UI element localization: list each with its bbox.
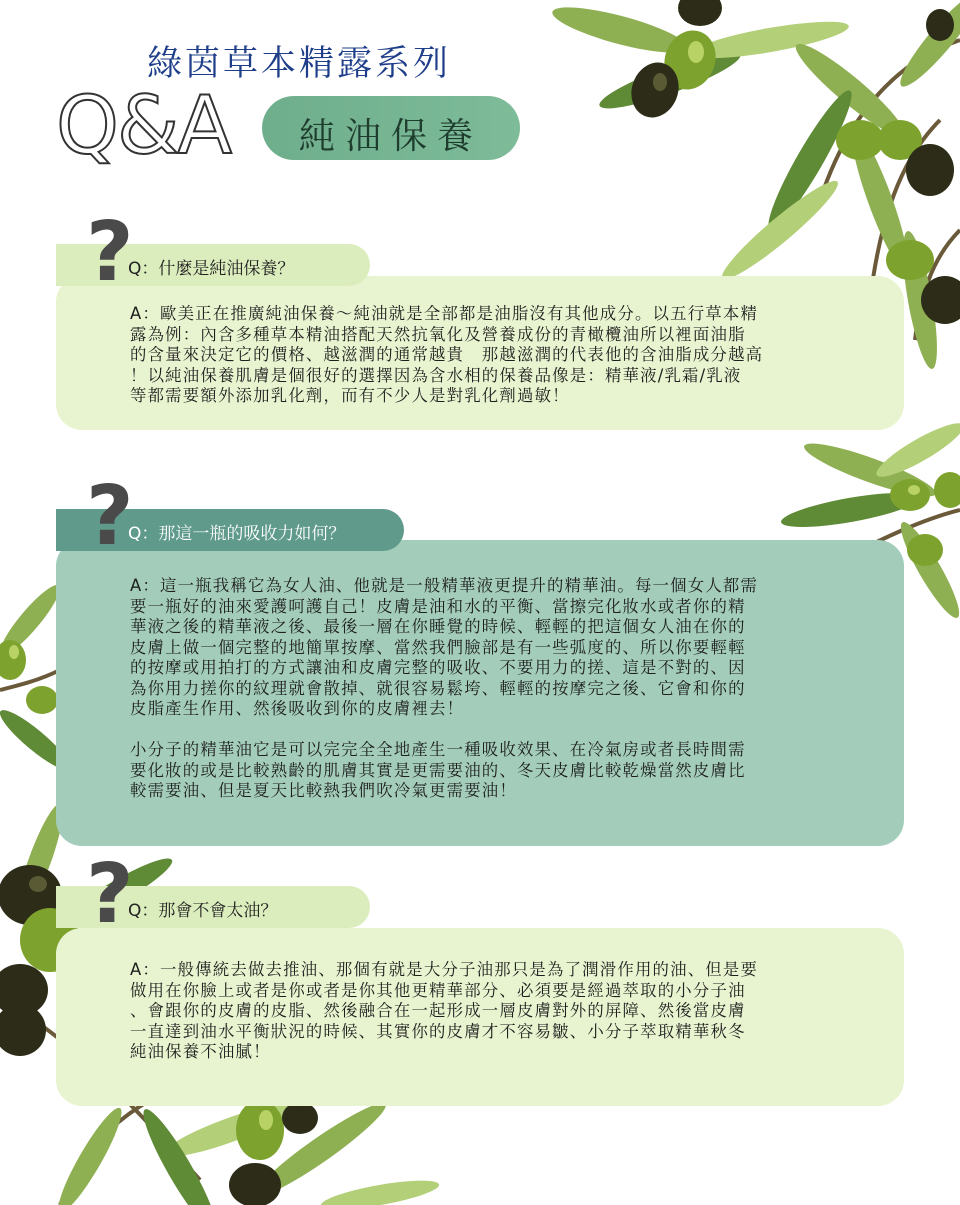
answer-box [56, 276, 904, 430]
answer-text: A：這一瓶我稱它為女人油、他就是一般精華液更提升的精華油。每一個女人都需 要一瓶好的油來愛護呵護自己！皮膚是油和水的平衡、當擦完化妝水或者你的精 華液之後的精華液之後、最後一層在你睡覺的時候、輕輕的把這個女人油在你的 皮膚上做一個完整的地簡單按摩、當然我們臉部是有一些弧度的、所以你要輕輕 的按摩或用拍打的方式讓油和皮膚完整的吸收、不要用力的搓、這是不對的、因 為你用力搓你的紋理就會散掉、就很容易鬆垮、輕輕的按摩完之後、它會和你的 皮脂產生作用、然後吸收到你的皮膚裡去！ 小分子的精華油它是可以完完全全地產生一種吸收效果、在冷氣房或者長時間需 要化妝的或是比較熟齡的肌膚其實是更需要油的、冬天皮膚比較乾燥當然皮膚比 較需要油、但是夏天比較熱我們吹冷氣更需要油！ [130, 576, 759, 800]
question-text: Q：那會不會太油？ [128, 901, 278, 921]
section-pill [262, 96, 520, 160]
answer-text: A：歐美正在推廣純油保養～純油就是全部都是油脂沒有其他成分。以五行草本精 露為例：內含多種草本精油搭配天然抗氧化及營養成份的青橄欖油所以裡面油脂 的含量來決定它的價格、越滋潤的通常越貴 那越滋潤的代表他的含油脂成分越高 ！以純油保養肌膚是個很好的選擇因為含水相的保養品像是：精華液/乳霜/乳液 等都需要額外添加乳化劑，而有不少人是對乳化劑過敏！ [130, 304, 764, 405]
question-text: Q：那這一瓶的吸收力如何？ [128, 524, 346, 544]
question-text: Q：什麼是純油保養？ [128, 259, 295, 279]
question-mark-icon: ? [86, 205, 134, 300]
question-mark-icon: ? [86, 469, 134, 564]
answer-box [56, 540, 904, 846]
answer-text: A：一般傳統去做去推油、那個有就是大分子油那只是為了潤滑作用的油、但是要 做用在你臉上或者是你或者是你其他更精華部分、必須要是經過萃取的小分子油 、會跟你的皮膚的皮脂、然後融合在一起形成一層皮膚對外的屏障、然後當皮膚 一直達到油水平衡狀況的時候、其實你的皮膚才不容易皺、小分子萃取精華秋冬 純油保養不油膩！ [130, 960, 759, 1061]
question-mark-icon: ? [86, 847, 134, 942]
series-title: 綠茵草本精露系列 [147, 44, 452, 84]
answer-box [56, 928, 904, 1106]
section-label: 純油保養 [298, 116, 483, 157]
qa-logo: Q&A [56, 79, 231, 172]
